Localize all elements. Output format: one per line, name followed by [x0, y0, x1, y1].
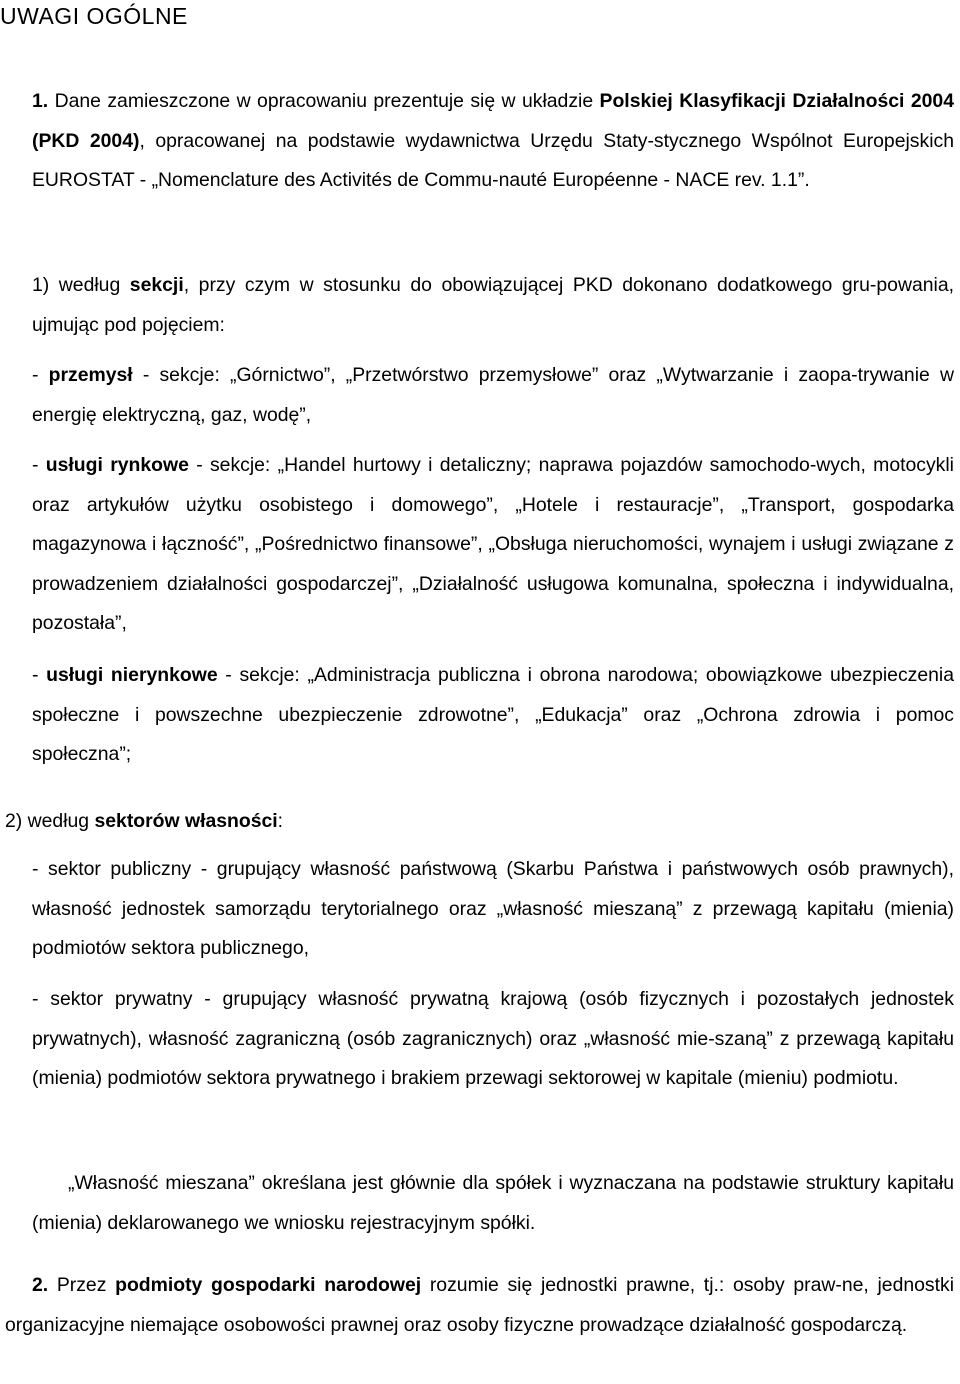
list-item-market-services-bold: usługi rynkowe [45, 454, 189, 476]
list-item-market-services-dash: - [32, 454, 46, 476]
section-1-heading [32, 266, 954, 345]
paragraph-1-text-b: , opracowanej na podstawie wydawnictwa Urzędu Staty-stycznego Wspólnot Europejskich EUROSTAT - „Nomenclature des Activités de Commu-nauté Européenne - NACE rev. 1.1”. [32, 129, 954, 191]
section-2-text-a: 2) według [5, 810, 95, 832]
list-item-public-sector: - sektor publiczny - grupujący własność państwową (Skarbu Państwa i państwowych osób prawnych), własność jednostek samorządu terytorialnego oraz „własność mieszaną” z przewagą kapitału (mienia) podmiotów sektora publicznego, [32, 858, 954, 959]
list-item-nonmarket-services-dash: - [32, 664, 47, 686]
mixed-ownership-note: „Własność mieszana” określana jest głównie dla spółek i wyznaczana na podstawie struktury kapitału (mienia) deklarowanego we wniosku rejestracyjnym spółki. [32, 1172, 954, 1234]
list-item-market-services [32, 446, 954, 644]
paragraph-2-text-b: rozumie się jednostki prawne, tj.: osoby praw-ne, jednostki organizacyjne niemające osobowości prawnej oraz osoby fizyczne prowadzące działalność gospodarczą. [5, 1274, 955, 1336]
list-item-nonmarket-services [32, 656, 954, 775]
list-item-industry [32, 356, 954, 435]
paragraph-1 [32, 82, 954, 201]
list-item-industry-bold: przemysł [48, 364, 133, 386]
paragraph-2 [5, 1266, 954, 1345]
paragraph-2-number: 2. [32, 1274, 49, 1296]
paragraph-2-bold: podmioty gospodarki narodowej [115, 1274, 422, 1296]
section-1-text-a: 1) według [32, 274, 130, 296]
section-1-bold: sekcji [129, 274, 184, 296]
list-item-market-services-text: - sekcje: „Handel hurtowy i detaliczny; naprawa pojazdów samochodo-wych, motocykli oraz artykułów użytku osobistego i domowego”, „Hotele i restauracje”, „Transport, gospodarka magazynowa i łączność”, „Pośrednictwo finansowe”, „Obsługa nieruchomości, wynajem i usługi związane z prowadzeniem działalności gospodarczej”, „Działalność usługowa komunalna, społeczna i indywidualna, pozostała”, [32, 454, 954, 634]
list-item-nonmarket-services-text: - sekcje: „Administracja publiczna i obrona narodowa; obowiązkowe ubezpieczenia społeczne i powszechne ubezpieczenie zdrowotne”, „Edukacja” oraz „Ochrona zdrowia i pomoc społeczna”; [32, 664, 954, 765]
page-title: UWAGI OGÓLNE [0, 3, 188, 29]
section-2-heading [5, 802, 954, 842]
section-2-text-b: : [277, 810, 284, 832]
paragraph-1-number: 1. [32, 90, 49, 112]
section-2-bold: sektorów własności [94, 810, 278, 832]
list-item-industry-dash: - [32, 364, 49, 386]
paragraph-1-bold-pkd: Polskiej Klasyfikacji Działalności 2004 (PKD 2004) [32, 90, 954, 152]
section-1-text-b: , przy czym w stosunku do obowiązującej PKD dokonano dodatkowego gru-powania, ujmując pod pojęciem: [32, 274, 954, 336]
list-item-nonmarket-services-bold: usługi nierynkowe [46, 664, 218, 686]
list-item-private-sector: - sektor prywatny - grupujący własność prywatną krajową (osób fizycznych i pozostałych jednostek prywatnych), własność zagraniczną (osób zagranicznych) oraz „własność mie-szaną” z przewagą kapitału (mienia) podmiotów sektora prywatnego i brakiem przewagi sektorowej w kapitale (mieniu) podmiotu. [32, 988, 954, 1089]
paragraph-2-text-a: Przez [48, 1274, 116, 1296]
paragraph-1-text-a: Dane zamieszczone w opracowaniu prezentuje się w układzie [48, 90, 600, 112]
list-item-industry-text: - sekcje: „Górnictwo”, „Przetwórstwo przemysłowe” oraz „Wytwarzanie i zaopa-trywanie w energię elektryczną, gaz, wodę”, [32, 364, 954, 426]
